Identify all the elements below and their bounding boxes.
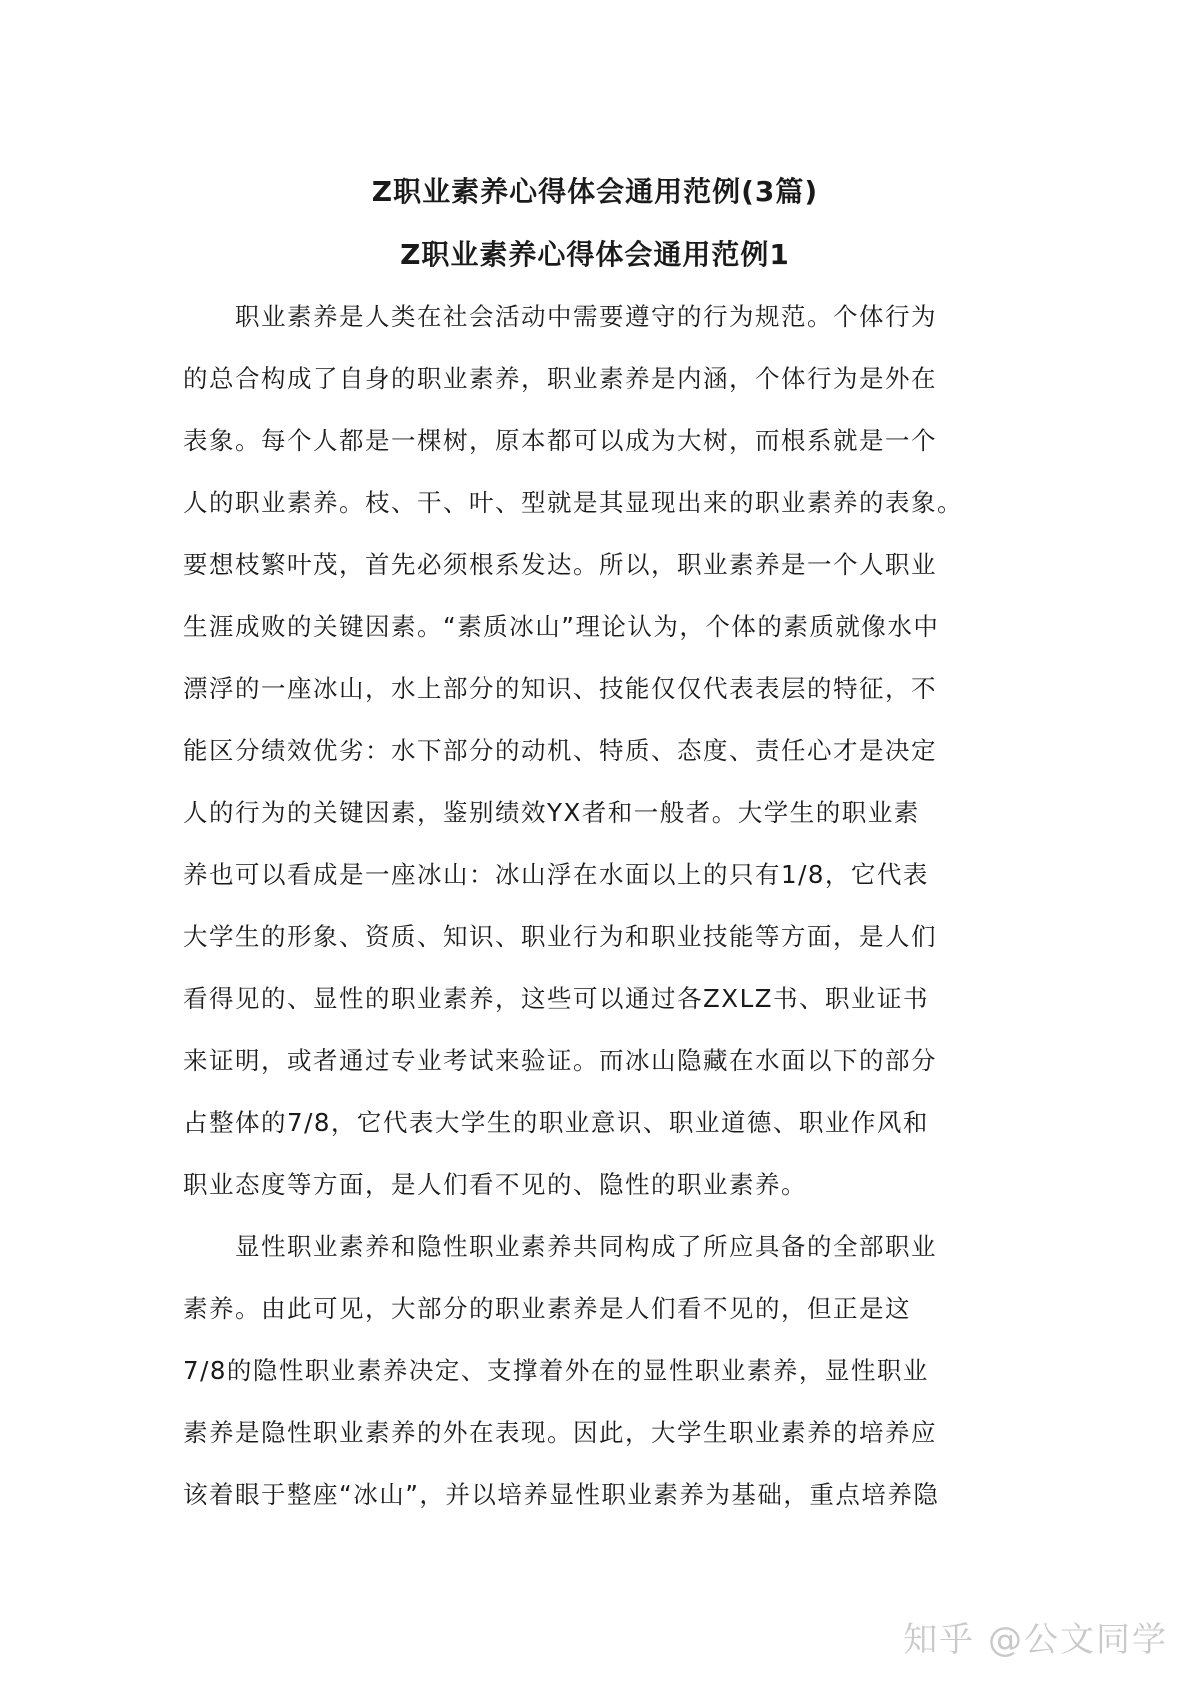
paragraph-line: 该着眼于整座“冰山”，并以培养显性职业素养为基础，重点培养隐 xyxy=(183,1480,940,1509)
paragraph-line: 7/8的隐性职业素养决定、支撑着外在的显性职业素养，显性职业 xyxy=(183,1356,929,1385)
paragraph-line: 占整体的7/8，它代表大学生的职业意识、职业道德、职业作风和 xyxy=(183,1108,929,1137)
paragraph-line: 人的职业素养。枝、干、叶、型就是其显现出来的职业素养的表象。 xyxy=(183,488,963,517)
document-title: Z职业素养心得体会通用范例(3篇) xyxy=(371,175,819,208)
paragraph-line: 人的行为的关键因素，鉴别绩效YX者和一般者。大学生的职业素 xyxy=(183,798,920,827)
paragraph-line: 养也可以看成是一座冰山：冰山浮在水面以上的只有1/8，它代表 xyxy=(183,860,929,889)
paragraph-line: 素养。由此可见，大部分的职业素养是人们看不见的，但正是这 xyxy=(183,1294,911,1323)
paragraph-line: 职业态度等方面，是人们看不见的、隐性的职业素养。 xyxy=(183,1170,807,1199)
paragraph-line: 要想枝繁叶茂，首先必须根系发达。所以，职业素养是一个人职业 xyxy=(183,550,937,579)
paragraph-line: 显性职业素养和隐性职业素养共同构成了所应具备的全部职业 xyxy=(183,1232,937,1261)
paragraph-2 xyxy=(183,1216,1023,1526)
paragraph-line: 能区分绩效优劣：水下部分的动机、特质、态度、责任心才是决定 xyxy=(183,736,937,765)
paragraph-line: 大学生的形象、资质、知识、职业行为和职业技能等方面，是人们 xyxy=(183,922,937,951)
paragraph-line: 看得见的、显性的职业素养，这些可以通过各ZXLZ书、职业证书 xyxy=(183,984,929,1013)
paragraph-line: 生涯成败的关键因素。“素质冰山”理论认为，个体的素质就像水中 xyxy=(183,612,940,641)
paragraph-line: 的总合构成了自身的职业素养，职业素养是内涵，个体行为是外在 xyxy=(183,364,937,393)
paragraph-line: 漂浮的一座冰山，水上部分的知识、技能仅仅代表表层的特征，不 xyxy=(183,674,937,703)
paragraph-1 xyxy=(183,286,1023,1216)
paragraph-line: 职业素养是人类在社会活动中需要遵守的行为规范。个体行为 xyxy=(183,302,937,331)
section-heading: Z职业素养心得体会通用范例1 xyxy=(400,238,790,271)
paragraph-line: 来证明，或者通过专业考试来验证。而冰山隐藏在水面以下的部分 xyxy=(183,1046,937,1075)
zhihu-watermark: 知乎 @公文同学 xyxy=(903,1620,1168,1660)
paragraph-line: 素养是隐性职业素养的外在表现。因此，大学生职业素养的培养应 xyxy=(183,1418,937,1447)
paragraph-line: 表象。每个人都是一棵树，原本都可以成为大树，而根系就是一个 xyxy=(183,426,937,455)
